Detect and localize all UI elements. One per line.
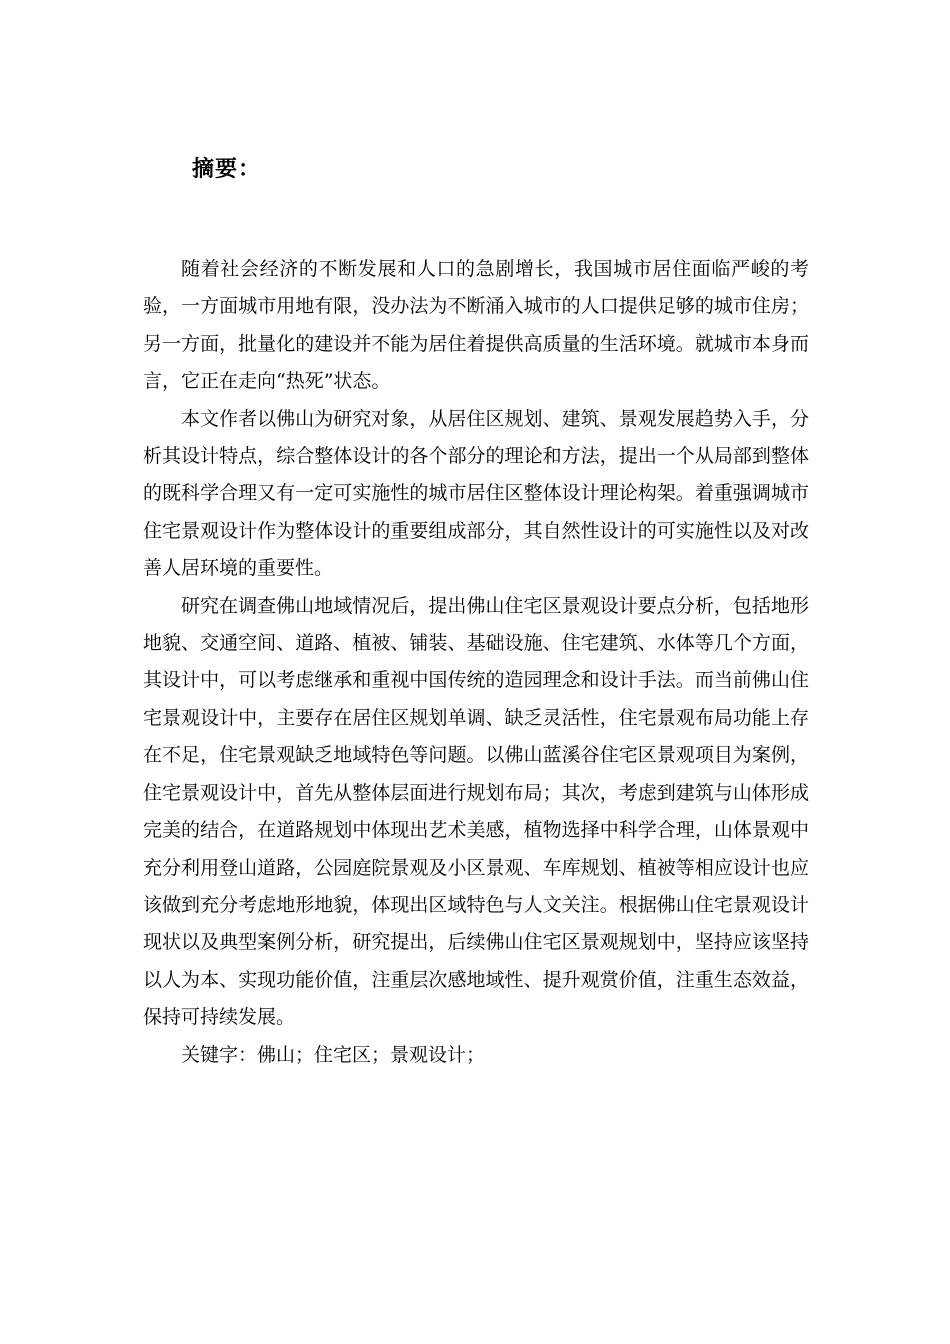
abstract-title: 摘要： bbox=[192, 157, 262, 182]
abstract-body bbox=[143, 251, 809, 1074]
abstract-paragraph-2: 本文作者以佛山为研究对象，从居住区规划、建筑、景观发展趋势入手，分析其设计特点，综合整体设计的各个部分的理论和方法，提出一个从局部到整体的既科学合理又有一定可实施性的城市居住区整体设计理论构架。着重强调城市住宅景观设计作为整体设计的重要组成部分，其自然性设计的可实施性以及对改善人居环境的重要性。 bbox=[143, 407, 809, 580]
keywords-line: 关键字：佛山；住宅区；景观设计； bbox=[181, 1043, 486, 1066]
abstract-paragraph-3: 研究在调查佛山地域情况后，提出佛山住宅区景观设计要点分析，包括地形地貌、交通空间、道路、植被、铺装、基础设施、住宅建筑、水体等几个方面，其设计中，可以考虑继承和重视中国传统的造园理念和设计手法。而当前佛山住宅景观设计中，主要存在居住区规划单调、缺乏灵活性，住宅景观布局功能上存在不足，住宅景观缺乏地域特色等问题。以佛山蓝溪谷住宅区景观项目为案例，住宅景观设计中，首先从整体层面进行规划布局；其次，考虑到建筑与山体形成完美的结合，在道路规划中体现出艺术美感，植物选择中科学合理，山体景观中充分利用登山道路，公园庭院景观及小区景观、车库规划、植被等相应设计也应该做到充分考虑地形地貌，体现出区域特色与人文关注。根据佛山住宅景观设计现状以及典型案例分析，研究提出，后续佛山住宅区景观规划中，坚持应该坚持以人为本、实现功能价值，注重层次感地域性、提升观赏价值，注重生态效益，保持可持续发展。 bbox=[143, 594, 809, 1029]
abstract-paragraph-1: 随着社会经济的不断发展和人口的急剧增长，我国城市居住面临严峻的考验，一方面城市用地有限，没办法为不断涌入城市的人口提供足够的城市住房；另一方面，批量化的建设并不能为居住着提供高质量的生活环境。就城市本身而言，它正在走向“热死”状态。 bbox=[143, 258, 809, 393]
